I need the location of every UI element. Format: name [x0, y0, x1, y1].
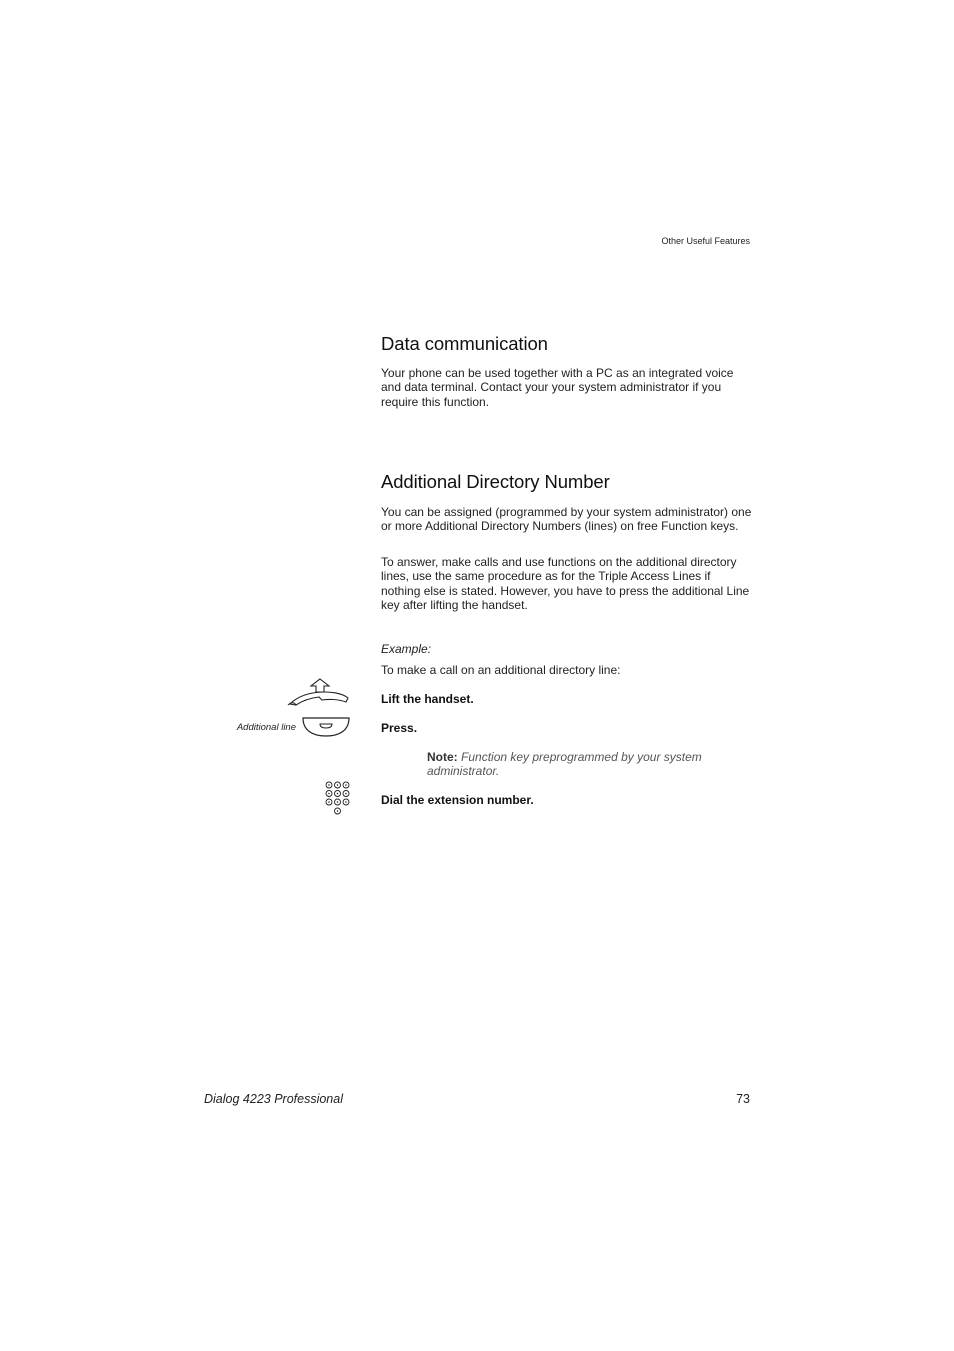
note-text: Function key preprogrammed by your system administrator.	[427, 750, 702, 779]
step-dial-extension: Dial the extension number.	[381, 793, 534, 807]
additional-line-label: Additional line	[236, 722, 296, 733]
data-communication-body: Your phone can be used together with a PC as an integrated voice and data terminal. Contact your your system administrator if you require this function.	[381, 366, 734, 409]
function-key-icon	[302, 716, 350, 738]
example-intro: To make a call on an additional directory line:	[381, 663, 621, 677]
keypad-icon	[325, 781, 351, 816]
additional-directory-title: Additional Directory Number	[381, 471, 610, 492]
running-header: Other Useful Features	[661, 236, 750, 246]
page-number: 73	[736, 1092, 750, 1106]
example-label: Example:	[381, 642, 432, 656]
step-press: Press.	[381, 721, 418, 735]
note-label: Note:	[427, 750, 458, 764]
additional-directory-para2: To answer, make calls and use functions on the additional directory lines, use the same procedure as for the Triple Access Lines if nothing else is stated. However, you have to press the additional Line key after lifting the handset.	[381, 555, 750, 612]
data-communication-title: Data communication	[381, 333, 548, 354]
note	[427, 750, 753, 779]
step-lift-handset: Lift the handset.	[381, 692, 474, 706]
handset-lift-icon	[286, 678, 352, 708]
additional-directory-para1: You can be assigned (programmed by your system administrator) one or more Additional Directory Numbers (lines) on free Function keys.	[381, 505, 752, 534]
footer-product-name: Dialog 4223 Professional	[204, 1092, 343, 1106]
